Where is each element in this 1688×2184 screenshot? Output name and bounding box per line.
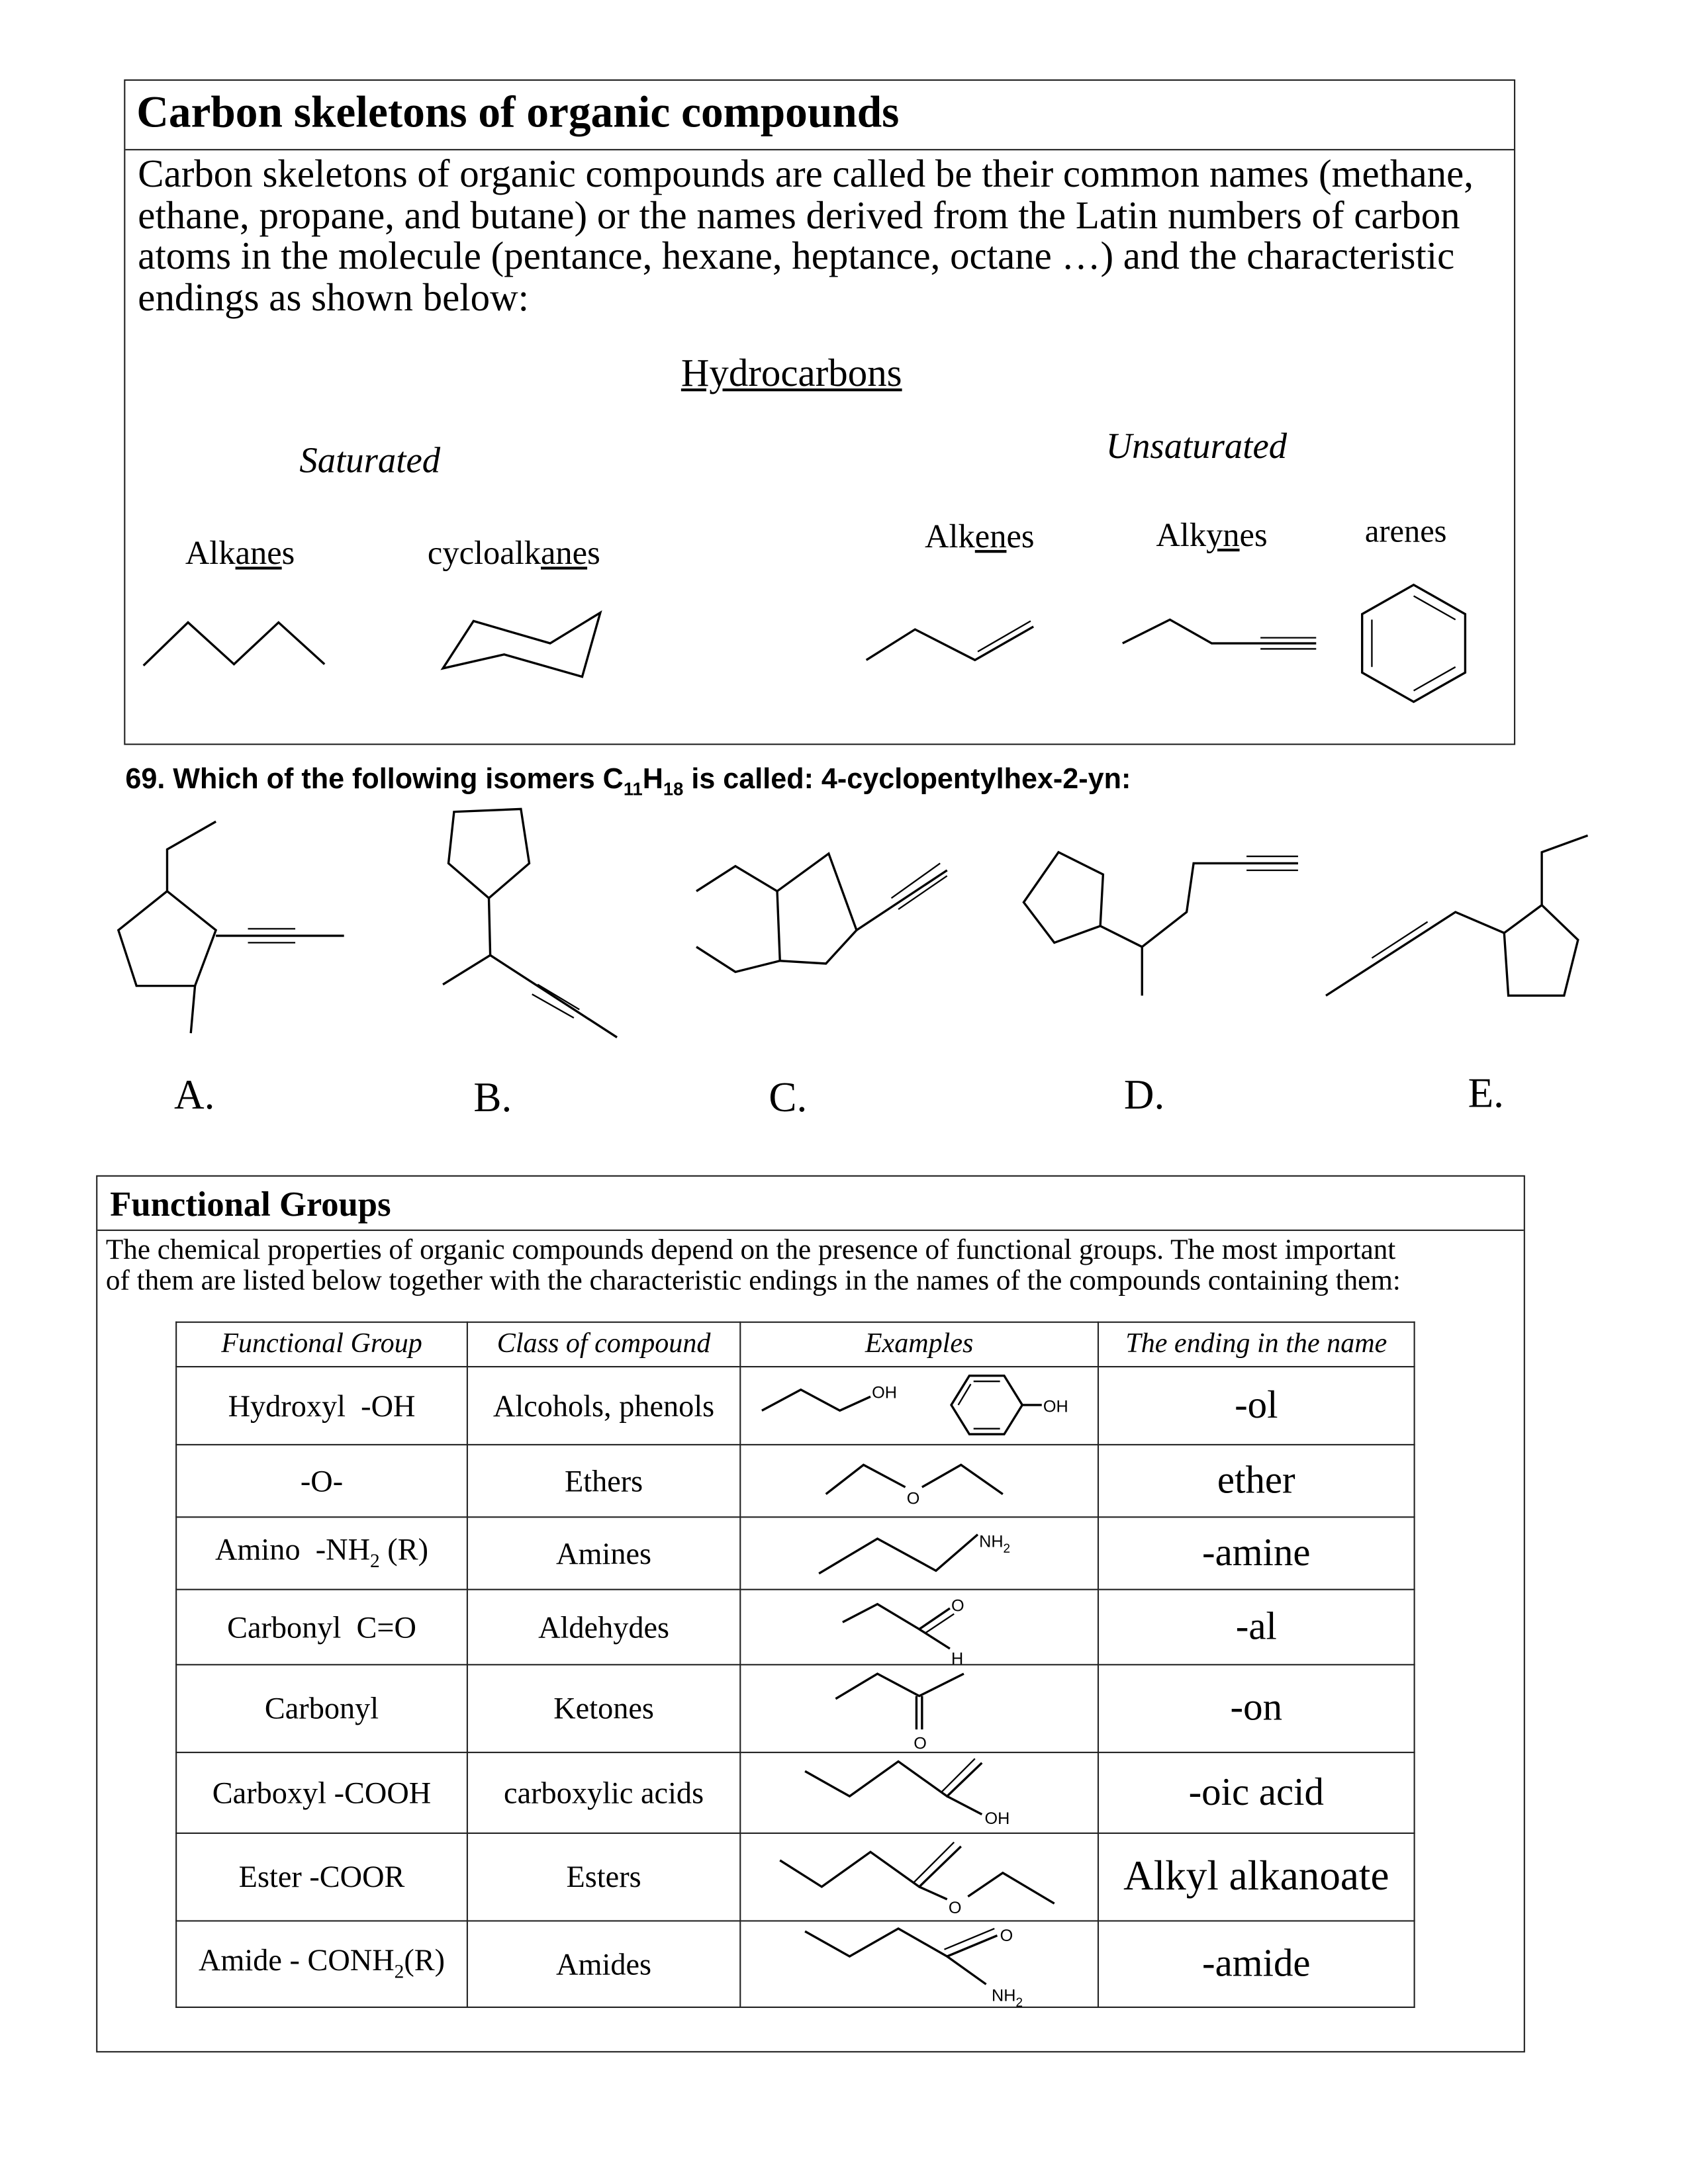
class-cell: Ketones <box>467 1664 740 1752</box>
section1-title: Carbon skeletons of organic compounds <box>136 86 900 137</box>
option-d-label[interactable]: D. <box>1123 1072 1165 1118</box>
h-label: H <box>951 1649 964 1668</box>
group-text: Amino -NH <box>215 1532 371 1567</box>
ending-cell: -oic acid <box>1098 1752 1415 1833</box>
group-text: (R) <box>404 1942 445 1978</box>
ester-example <box>780 1843 1054 1917</box>
label-part: Alk <box>1156 518 1207 555</box>
option-e-structure <box>1326 835 1588 995</box>
o-label: O <box>914 1734 927 1753</box>
option-e-label[interactable]: E. <box>1468 1070 1504 1117</box>
class-cell: carboxylic acids <box>467 1752 740 1833</box>
carboxylic-acid-example <box>805 1758 1009 1828</box>
group-cell: Carbonyl <box>176 1664 467 1752</box>
ending-cell: Alkyl alkanoate <box>1098 1833 1415 1921</box>
alkyne-skeleton <box>1123 619 1316 649</box>
label-part: Alk <box>185 536 236 572</box>
option-b-label[interactable]: B. <box>473 1075 512 1121</box>
amide-example <box>805 1927 1023 2010</box>
question-text: H <box>642 762 663 796</box>
alkane-skeleton <box>144 622 325 665</box>
group-text: Amide - CONH <box>198 1942 395 1978</box>
arenes-label: arenes <box>1364 514 1447 549</box>
ending-cell: -al <box>1098 1590 1415 1665</box>
group-cell: Hydroxyl -OH <box>176 1367 467 1445</box>
unsaturated-label: Unsaturated <box>1105 426 1288 467</box>
header-class: Class of compound <box>467 1322 740 1367</box>
class-cell: Aldehydes <box>467 1590 740 1665</box>
subscript: 2 <box>394 1962 404 1984</box>
paragraph-line: The chemical properties of organic compounds depend on the presence of functional groups. The most important <box>105 1235 1396 1266</box>
paragraph-line: ethane, propane, and butane) or the names derived from the Latin numbers of carbon <box>138 194 1460 238</box>
subscript: 11 <box>623 778 643 799</box>
question-text: 69. Which of the following isomers C <box>125 762 624 796</box>
label-part: es <box>1239 518 1268 555</box>
subscript: 18 <box>663 778 684 799</box>
paragraph-line: atoms in the molecule (pentance, hexane, heptance, octane …) and the characteristic <box>138 236 1455 279</box>
label-part: s <box>587 536 600 572</box>
subscript: 2 <box>1015 1995 1023 2010</box>
subscript: 2 <box>370 1552 380 1573</box>
label-part: Alk <box>925 519 975 556</box>
oh-label: OH <box>1043 1397 1068 1416</box>
amine-example <box>819 1533 1010 1574</box>
class-cell: Esters <box>467 1833 740 1921</box>
nh-text: NH <box>992 1986 1016 2005</box>
option-d-structure <box>1023 852 1297 996</box>
paragraph-line: of them are listed below together with the characteristic endings in the names of the compounds containing them: <box>105 1265 1401 1297</box>
ether-example <box>826 1465 1003 1508</box>
option-a-structure <box>118 821 344 1033</box>
option-c-structure <box>696 854 947 972</box>
label-part: s <box>281 536 295 572</box>
class-cell: Ethers <box>467 1445 740 1517</box>
ending-cell: -ol <box>1098 1367 1415 1445</box>
label-part: cycloalk <box>427 536 541 572</box>
ending-cell: ether <box>1098 1445 1415 1517</box>
label-ending: ane <box>540 536 588 572</box>
ending-cell: -on <box>1098 1664 1415 1752</box>
question-text: is called: 4-cyclopentylhex-2-yn: <box>683 762 1131 796</box>
group-cell: Carbonyl C=O <box>176 1590 467 1665</box>
option-a-label[interactable]: A. <box>174 1072 215 1118</box>
nh-text: NH <box>979 1532 1004 1551</box>
class-cell: Alcohols, phenols <box>467 1367 740 1445</box>
saturated-label: Saturated <box>299 439 441 480</box>
paragraph-line: Carbon skeletons of organic compounds are called be their common names (methane, <box>138 153 1474 197</box>
ketone-example <box>835 1674 964 1753</box>
group-cell: Carboxyl -COOH <box>176 1752 467 1833</box>
section2-title: Functional Groups <box>110 1186 391 1224</box>
oh-label: OH <box>872 1383 897 1402</box>
header-ending: The ending in the name <box>1098 1322 1415 1367</box>
aldehyde-example <box>843 1596 964 1668</box>
label-part: es <box>1006 519 1035 556</box>
phenol-example <box>951 1376 1068 1434</box>
paragraph-line: endings as shown below: <box>138 277 530 321</box>
hydrocarbons-heading: Hydrocarbons <box>680 352 902 396</box>
option-b-structure <box>443 809 617 1037</box>
group-text: (R) <box>379 1532 429 1567</box>
cyclohexane-chair <box>443 613 600 677</box>
class-cell: Amines <box>467 1517 740 1589</box>
header-examples: Examples <box>740 1322 1098 1367</box>
label-ending: en <box>974 519 1007 556</box>
subscript: 2 <box>1003 1541 1011 1556</box>
oh-label: OH <box>984 1809 1010 1829</box>
ending-cell: -amide <box>1098 1921 1415 2007</box>
group-cell: -O- <box>176 1445 467 1517</box>
header-functional-group: Functional Group <box>176 1322 467 1367</box>
nh2-label <box>992 1986 1023 2009</box>
alkene-skeleton <box>867 621 1033 660</box>
label-ending: yn <box>1206 518 1240 555</box>
option-c-label[interactable]: C. <box>769 1075 808 1121</box>
o-label: O <box>951 1596 964 1615</box>
group-cell: Ester -COOR <box>176 1833 467 1921</box>
nh2-label <box>979 1533 1010 1556</box>
class-cell: Amides <box>467 1921 740 2007</box>
ending-cell: -amine <box>1098 1517 1415 1589</box>
propanol-example <box>762 1383 897 1410</box>
o-label: O <box>906 1489 920 1508</box>
benzene-ring <box>1362 585 1466 702</box>
label-ending: ane <box>235 536 282 572</box>
o-label: O <box>1000 1926 1013 1945</box>
o-label: O <box>948 1898 962 1917</box>
